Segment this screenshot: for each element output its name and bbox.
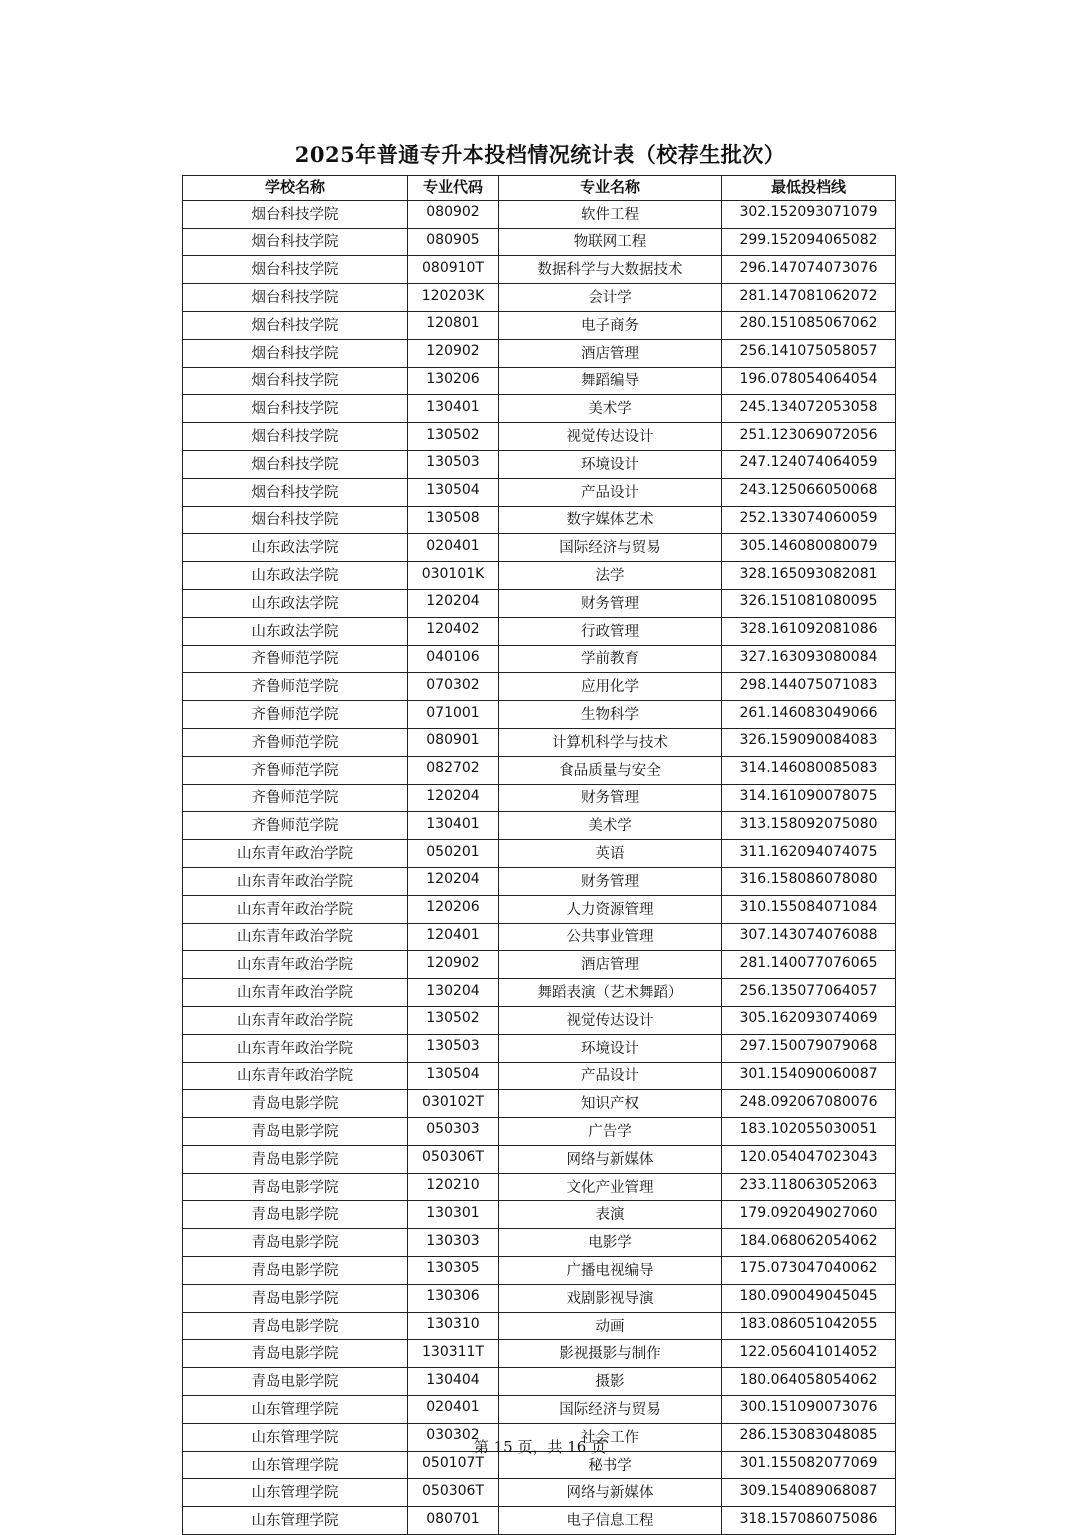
cell-min-score: 326.151081080095 (722, 589, 896, 617)
cell-min-score: 300.151090073076 (722, 1396, 896, 1424)
cell-major-name: 软件工程 (499, 200, 722, 228)
cell-min-score: 327.163093080084 (722, 645, 896, 673)
cell-major-code: 130206 (408, 367, 499, 395)
cell-school-name: 青岛电影学院 (183, 1257, 408, 1285)
cell-major-code: 050107T (408, 1451, 499, 1479)
table-row (183, 1284, 896, 1312)
table-row (183, 1340, 896, 1368)
cell-major-code: 080905 (408, 228, 499, 256)
table-row (183, 840, 896, 868)
cell-school-name: 烟台科技学院 (183, 200, 408, 228)
table-row (183, 562, 896, 590)
cell-school-name: 齐鲁师范学院 (183, 784, 408, 812)
table-row (183, 311, 896, 339)
table-row (183, 701, 896, 729)
table-row (183, 1368, 896, 1396)
cell-min-score: 326.159090084083 (722, 728, 896, 756)
cell-major-code: 130502 (408, 1006, 499, 1034)
cell-major-code: 020401 (408, 1396, 499, 1424)
cell-major-name: 影视摄影与制作 (499, 1340, 722, 1368)
table-row (183, 339, 896, 367)
cell-major-code: 130401 (408, 812, 499, 840)
cell-school-name: 山东青年政治学院 (183, 840, 408, 868)
cell-school-name: 青岛电影学院 (183, 1118, 408, 1146)
cell-major-code: 082702 (408, 756, 499, 784)
page-title: 2025年普通专升本投档情况统计表（校荐生批次） (294, 142, 786, 167)
header-major-name: 专业名称 (499, 176, 722, 201)
cell-major-code: 130311T (408, 1340, 499, 1368)
cell-school-name: 烟台科技学院 (183, 450, 408, 478)
cell-min-score: 305.162093074069 (722, 1006, 896, 1034)
cell-min-score: 328.165093082081 (722, 562, 896, 590)
table-header-row (183, 176, 896, 201)
cell-school-name: 青岛电影学院 (183, 1368, 408, 1396)
cell-major-name: 网络与新媒体 (499, 1145, 722, 1173)
cell-school-name: 烟台科技学院 (183, 367, 408, 395)
cell-school-name: 山东政法学院 (183, 617, 408, 645)
cell-major-name: 酒店管理 (499, 339, 722, 367)
cell-major-name: 戏剧影视导演 (499, 1284, 722, 1312)
cell-major-code: 130504 (408, 478, 499, 506)
cell-min-score: 297.150079079068 (722, 1034, 896, 1062)
cell-major-code: 030102T (408, 1090, 499, 1118)
cell-major-code: 030302 (408, 1423, 499, 1451)
cell-major-name: 人力资源管理 (499, 895, 722, 923)
table-row (183, 923, 896, 951)
cell-school-name: 山东青年政治学院 (183, 979, 408, 1007)
cell-min-score: 313.158092075080 (722, 812, 896, 840)
cell-major-name: 美术学 (499, 395, 722, 423)
cell-school-name: 青岛电影学院 (183, 1312, 408, 1340)
cell-school-name: 青岛电影学院 (183, 1229, 408, 1257)
cell-school-name: 山东青年政治学院 (183, 923, 408, 951)
cell-min-score: 310.155084071084 (722, 895, 896, 923)
cell-major-code: 130401 (408, 395, 499, 423)
cell-school-name: 烟台科技学院 (183, 339, 408, 367)
cell-school-name: 烟台科技学院 (183, 228, 408, 256)
cell-school-name: 青岛电影学院 (183, 1090, 408, 1118)
cell-major-code: 130504 (408, 1062, 499, 1090)
cell-school-name: 齐鲁师范学院 (183, 756, 408, 784)
cell-major-code: 130503 (408, 450, 499, 478)
cell-school-name: 烟台科技学院 (183, 395, 408, 423)
cell-school-name: 烟台科技学院 (183, 256, 408, 284)
cell-major-name: 法学 (499, 562, 722, 590)
table-row (183, 1507, 896, 1535)
cell-min-score: 196.078054064054 (722, 367, 896, 395)
table-row (183, 812, 896, 840)
cell-min-score: 299.152094065082 (722, 228, 896, 256)
table-row (183, 1034, 896, 1062)
cell-school-name: 青岛电影学院 (183, 1340, 408, 1368)
table-row (183, 1173, 896, 1201)
cell-min-score: 286.153083048085 (722, 1423, 896, 1451)
cell-min-score: 245.134072053058 (722, 395, 896, 423)
cell-school-name: 烟台科技学院 (183, 284, 408, 312)
cell-school-name: 山东青年政治学院 (183, 867, 408, 895)
cell-major-code: 120204 (408, 867, 499, 895)
cell-min-score: 281.147081062072 (722, 284, 896, 312)
cell-min-score: 301.155082077069 (722, 1451, 896, 1479)
cell-major-code: 080902 (408, 200, 499, 228)
cell-min-score: 256.135077064057 (722, 979, 896, 1007)
cell-min-score: 179.092049027060 (722, 1201, 896, 1229)
cell-major-name: 广播电视编导 (499, 1257, 722, 1285)
cell-min-score: 251.123069072056 (722, 423, 896, 451)
cell-major-name: 学前教育 (499, 645, 722, 673)
cell-major-code: 120902 (408, 951, 499, 979)
cell-major-code: 071001 (408, 701, 499, 729)
cell-major-code: 130404 (408, 1368, 499, 1396)
cell-min-score: 314.146080085083 (722, 756, 896, 784)
cell-min-score: 183.086051042055 (722, 1312, 896, 1340)
cell-major-name: 酒店管理 (499, 951, 722, 979)
cell-school-name: 山东政法学院 (183, 589, 408, 617)
cell-school-name: 齐鲁师范学院 (183, 812, 408, 840)
cell-major-code: 080901 (408, 728, 499, 756)
table-row (183, 979, 896, 1007)
cell-major-code: 130310 (408, 1312, 499, 1340)
cell-school-name: 山东青年政治学院 (183, 895, 408, 923)
table-row (183, 284, 896, 312)
cell-major-code: 120801 (408, 311, 499, 339)
table-row (183, 867, 896, 895)
cell-major-code: 050306T (408, 1479, 499, 1507)
table-row (183, 645, 896, 673)
cell-major-name: 美术学 (499, 812, 722, 840)
cell-major-name: 舞蹈编导 (499, 367, 722, 395)
cell-major-name: 应用化学 (499, 673, 722, 701)
cell-major-name: 舞蹈表演（艺术舞蹈） (499, 979, 722, 1007)
cell-major-code: 020401 (408, 534, 499, 562)
cell-major-code: 120204 (408, 784, 499, 812)
cell-major-code: 130303 (408, 1229, 499, 1257)
cell-major-name: 国际经济与贸易 (499, 534, 722, 562)
cell-min-score: 281.140077076065 (722, 951, 896, 979)
cell-school-name: 烟台科技学院 (183, 506, 408, 534)
table-row (183, 728, 896, 756)
cell-school-name: 山东管理学院 (183, 1396, 408, 1424)
table-row (183, 450, 896, 478)
cell-school-name: 齐鲁师范学院 (183, 645, 408, 673)
cell-major-name: 知识产权 (499, 1090, 722, 1118)
cell-school-name: 齐鲁师范学院 (183, 701, 408, 729)
cell-school-name: 山东青年政治学院 (183, 1006, 408, 1034)
cell-major-code: 120401 (408, 923, 499, 951)
cell-school-name: 山东管理学院 (183, 1479, 408, 1507)
cell-major-code: 130306 (408, 1284, 499, 1312)
cell-major-name: 生物科学 (499, 701, 722, 729)
cell-major-name: 动画 (499, 1312, 722, 1340)
cell-min-score: 183.102055030051 (722, 1118, 896, 1146)
header-major-code: 专业代码 (408, 176, 499, 201)
cell-school-name: 烟台科技学院 (183, 478, 408, 506)
cell-min-score: 302.152093071079 (722, 200, 896, 228)
header-school-name: 学校名称 (183, 176, 408, 201)
table-row (183, 951, 896, 979)
cell-min-score: 307.143074076088 (722, 923, 896, 951)
cell-major-name: 食品质量与安全 (499, 756, 722, 784)
cell-major-name: 摄影 (499, 1368, 722, 1396)
cell-major-name: 国际经济与贸易 (499, 1396, 722, 1424)
cell-major-name: 数据科学与大数据技术 (499, 256, 722, 284)
cell-min-score: 328.161092081086 (722, 617, 896, 645)
cell-major-code: 080701 (408, 1507, 499, 1535)
cell-min-score: 316.158086078080 (722, 867, 896, 895)
cell-min-score: 180.064058054062 (722, 1368, 896, 1396)
cell-school-name: 青岛电影学院 (183, 1201, 408, 1229)
table-row (183, 895, 896, 923)
cell-major-name: 环境设计 (499, 450, 722, 478)
cell-school-name: 齐鲁师范学院 (183, 728, 408, 756)
cell-school-name: 山东政法学院 (183, 534, 408, 562)
table-row (183, 367, 896, 395)
cell-major-name: 社会工作 (499, 1423, 722, 1451)
cell-major-name: 数字媒体艺术 (499, 506, 722, 534)
cell-school-name: 山东政法学院 (183, 562, 408, 590)
cell-major-name: 财务管理 (499, 589, 722, 617)
table-row (183, 673, 896, 701)
cell-min-score: 309.154089068087 (722, 1479, 896, 1507)
cell-major-code: 050303 (408, 1118, 499, 1146)
cell-min-score: 175.073047040062 (722, 1257, 896, 1285)
table-row (183, 1396, 896, 1424)
cell-major-name: 秘书学 (499, 1451, 722, 1479)
cell-major-code: 120203K (408, 284, 499, 312)
cell-major-name: 会计学 (499, 284, 722, 312)
cell-major-code: 120402 (408, 617, 499, 645)
cell-school-name: 青岛电影学院 (183, 1173, 408, 1201)
cell-min-score: 122.056041014052 (722, 1340, 896, 1368)
cell-min-score: 256.141075058057 (722, 339, 896, 367)
cell-major-name: 计算机科学与技术 (499, 728, 722, 756)
table-row (183, 1312, 896, 1340)
cell-major-name: 表演 (499, 1201, 722, 1229)
cell-major-code: 130204 (408, 979, 499, 1007)
cell-min-score: 296.147074073076 (722, 256, 896, 284)
cell-min-score: 243.125066050068 (722, 478, 896, 506)
cell-major-code: 040106 (408, 645, 499, 673)
cell-major-name: 公共事业管理 (499, 923, 722, 951)
cell-major-name: 网络与新媒体 (499, 1479, 722, 1507)
cell-major-name: 财务管理 (499, 784, 722, 812)
cell-school-name: 山东管理学院 (183, 1423, 408, 1451)
cell-major-name: 行政管理 (499, 617, 722, 645)
cell-min-score: 248.092067080076 (722, 1090, 896, 1118)
cell-major-code: 050201 (408, 840, 499, 868)
cell-min-score: 301.154090060087 (722, 1062, 896, 1090)
cell-min-score: 184.068062054062 (722, 1229, 896, 1257)
cell-min-score: 233.118063052063 (722, 1173, 896, 1201)
table-row (183, 1145, 896, 1173)
cell-major-code: 130301 (408, 1201, 499, 1229)
cell-min-score: 314.161090078075 (722, 784, 896, 812)
page-number: 第 15 页，共 16 页 (473, 1438, 607, 1456)
cell-school-name: 烟台科技学院 (183, 423, 408, 451)
cell-major-code: 120204 (408, 589, 499, 617)
table-row (183, 1257, 896, 1285)
cell-major-name: 英语 (499, 840, 722, 868)
cell-school-name: 齐鲁师范学院 (183, 673, 408, 701)
table-row (183, 589, 896, 617)
cell-school-name: 烟台科技学院 (183, 311, 408, 339)
cell-major-name: 财务管理 (499, 867, 722, 895)
cell-school-name: 山东青年政治学院 (183, 1034, 408, 1062)
cell-school-name: 山东青年政治学院 (183, 951, 408, 979)
table-row (183, 478, 896, 506)
cell-school-name: 青岛电影学院 (183, 1284, 408, 1312)
table-row (183, 228, 896, 256)
cell-major-code: 130503 (408, 1034, 499, 1062)
cell-min-score: 247.124074064059 (722, 450, 896, 478)
cell-major-name: 产品设计 (499, 1062, 722, 1090)
admission-score-table (182, 175, 896, 1535)
cell-school-name: 山东管理学院 (183, 1507, 408, 1535)
cell-major-name: 环境设计 (499, 1034, 722, 1062)
cell-min-score: 261.146083049066 (722, 701, 896, 729)
cell-major-name: 文化产业管理 (499, 1173, 722, 1201)
cell-school-name: 山东管理学院 (183, 1451, 408, 1479)
table-body (183, 200, 896, 1534)
cell-min-score: 252.133074060059 (722, 506, 896, 534)
table-row (183, 256, 896, 284)
table-row (183, 395, 896, 423)
cell-major-code: 120902 (408, 339, 499, 367)
cell-major-code: 130508 (408, 506, 499, 534)
table-row (183, 1201, 896, 1229)
table-row (183, 1062, 896, 1090)
cell-major-name: 广告学 (499, 1118, 722, 1146)
table-row (183, 617, 896, 645)
cell-school-name: 青岛电影学院 (183, 1145, 408, 1173)
cell-min-score: 305.146080080079 (722, 534, 896, 562)
cell-major-code: 120206 (408, 895, 499, 923)
table-row (183, 200, 896, 228)
table-row (183, 1090, 896, 1118)
cell-min-score: 120.054047023043 (722, 1145, 896, 1173)
cell-major-code: 050306T (408, 1145, 499, 1173)
table-row (183, 1118, 896, 1146)
table-row (183, 756, 896, 784)
table-row (183, 1006, 896, 1034)
table-row (183, 1229, 896, 1257)
cell-major-code: 080910T (408, 256, 499, 284)
cell-major-name: 产品设计 (499, 478, 722, 506)
cell-school-name: 山东青年政治学院 (183, 1062, 408, 1090)
cell-min-score: 318.157086075086 (722, 1507, 896, 1535)
cell-major-code: 130305 (408, 1257, 499, 1285)
cell-major-code: 070302 (408, 673, 499, 701)
table-row (183, 506, 896, 534)
cell-major-name: 电子商务 (499, 311, 722, 339)
header-min-score: 最低投档线 (722, 176, 896, 201)
cell-major-code: 030101K (408, 562, 499, 590)
cell-min-score: 298.144075071083 (722, 673, 896, 701)
table-row (183, 534, 896, 562)
cell-major-name: 电影学 (499, 1229, 722, 1257)
cell-major-name: 物联网工程 (499, 228, 722, 256)
cell-min-score: 180.090049045045 (722, 1284, 896, 1312)
table-row (183, 423, 896, 451)
cell-major-name: 电子信息工程 (499, 1507, 722, 1535)
cell-min-score: 311.162094074075 (722, 840, 896, 868)
cell-major-code: 130502 (408, 423, 499, 451)
table-row (183, 1479, 896, 1507)
cell-major-name: 视觉传达设计 (499, 423, 722, 451)
table-row (183, 784, 896, 812)
cell-major-code: 120210 (408, 1173, 499, 1201)
cell-min-score: 280.151085067062 (722, 311, 896, 339)
cell-major-name: 视觉传达设计 (499, 1006, 722, 1034)
